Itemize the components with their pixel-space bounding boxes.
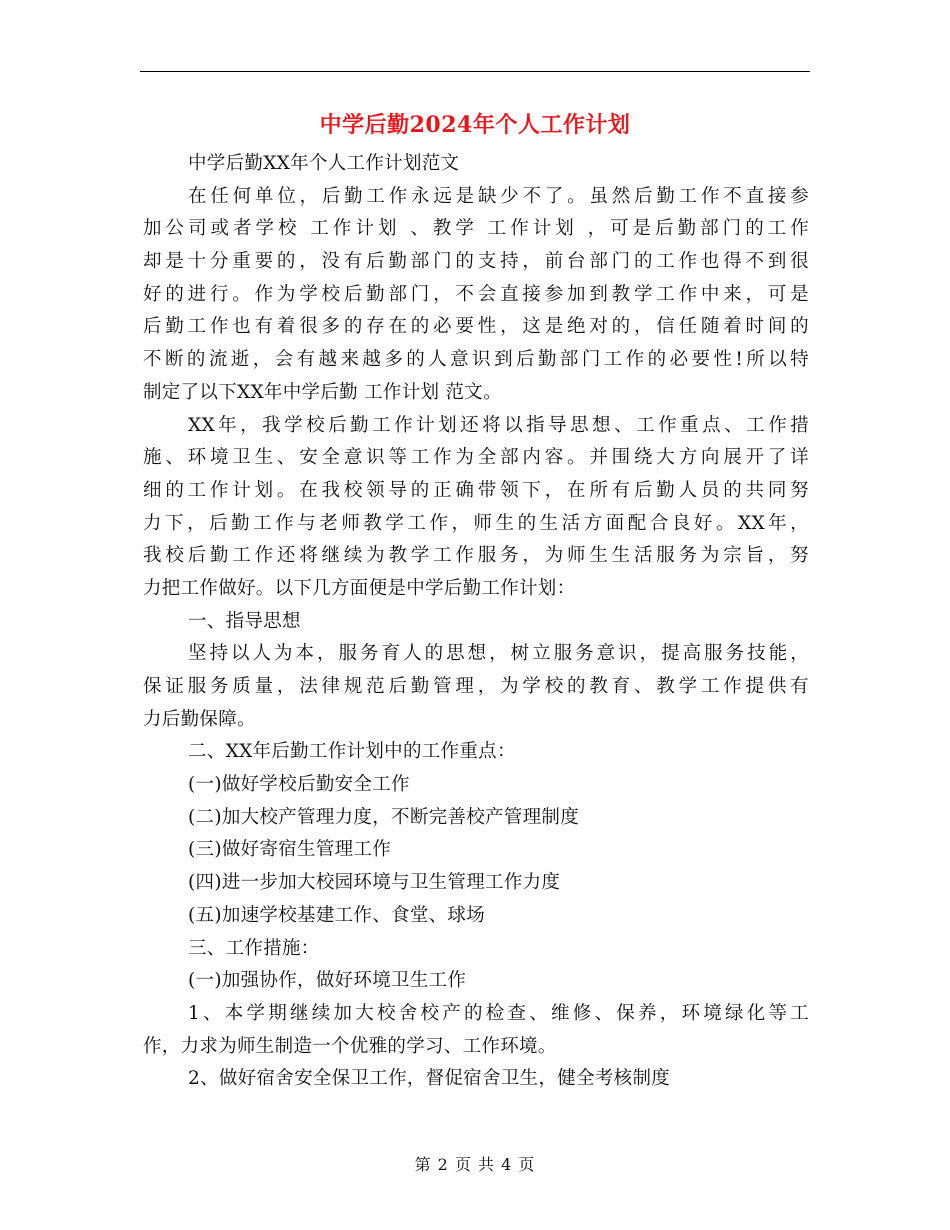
page-number: 第 2 页 共 4 页 xyxy=(414,1155,536,1174)
body-line: 力后勤保障。 xyxy=(143,708,256,730)
body-line: 细的工作计划。在我校领导的正确带领下，在所有后勤人员的共同努 xyxy=(143,479,809,501)
document-body xyxy=(143,148,809,1096)
body-line: 1、本学期继续加大校舍校产的检查、维修、保养，环境绿化等工 xyxy=(188,1002,809,1024)
body-line: 坚持以人为本，服务育人的思想，树立服务意识，提高服务技能， xyxy=(188,643,809,665)
body-line: (四)进一步加大校园环境与卫生管理工作力度 xyxy=(188,872,561,894)
body-line: XX年，我学校后勤工作计划还将以指导思想、工作重点、工作措 xyxy=(188,414,809,436)
body-line: (一)加强协作，做好环境卫生工作 xyxy=(188,970,467,992)
body-line: 不断的流逝，会有越来越多的人意识到后勤部门工作的必要性!所以特 xyxy=(143,349,809,371)
body-line: (五)加速学校基建工作、食堂、球场 xyxy=(188,904,486,926)
body-line: (三)做好寄宿生管理工作 xyxy=(188,839,392,861)
body-line: 中学后勤XX年个人工作计划范文 xyxy=(188,153,460,174)
body-line: 后勤工作也有着很多的存在的必要性，这是绝对的，信任随着时间的 xyxy=(143,316,809,338)
body-line: 二、XX年后勤工作计划中的工作重点： xyxy=(188,741,516,763)
header-rule xyxy=(140,71,810,72)
body-line: 在任何单位，后勤工作永远是缺少不了。虽然后勤工作不直接参 xyxy=(188,185,809,207)
body-line: 作，力求为师生制造一个优雅的学习、工作环境。 xyxy=(143,1035,557,1057)
body-line: 好的进行。作为学校后勤部门，不会直接参加到教学工作中来，可是 xyxy=(143,283,809,305)
body-line: 却是十分重要的，没有后勤部门的支持，前台部门的工作也得不到很 xyxy=(143,251,809,273)
body-line: 2、做好宿舍安全保卫工作，督促宿舍卫生，健全考核制度 xyxy=(188,1068,671,1090)
body-line: 加公司或者学校 工作计划 、教学 工作计划 ，可是后勤部门的工作 xyxy=(143,218,809,240)
body-line: 制定了以下XX年中学后勤 工作计划 范文。 xyxy=(143,381,502,403)
body-line: (二)加大校产管理力度，不断完善校产管理制度 xyxy=(188,806,580,828)
body-line: 力下，后勤工作与老师教学工作，师生的生活方面配合良好。XX年， xyxy=(143,512,809,534)
body-line: 力把工作做好。以下几方面便是中学后勤工作计划： xyxy=(143,577,576,599)
body-line: 保证服务质量，法律规范后勤管理，为学校的教育、教学工作提供有 xyxy=(143,676,809,697)
body-line: (一)做好学校后勤安全工作 xyxy=(188,774,410,796)
body-line: 我校后勤工作还将继续为教学工作服务，为师生生活服务为宗旨，努 xyxy=(143,545,809,567)
document-title: 中学后勤2024年个人工作计划 xyxy=(319,112,631,138)
body-line: 三、工作措施： xyxy=(188,937,320,959)
body-line: 一、指导思想 xyxy=(188,610,301,632)
body-line: 施、环境卫生、安全意识等工作为全部内容。并围绕大方向展开了详 xyxy=(143,447,809,469)
